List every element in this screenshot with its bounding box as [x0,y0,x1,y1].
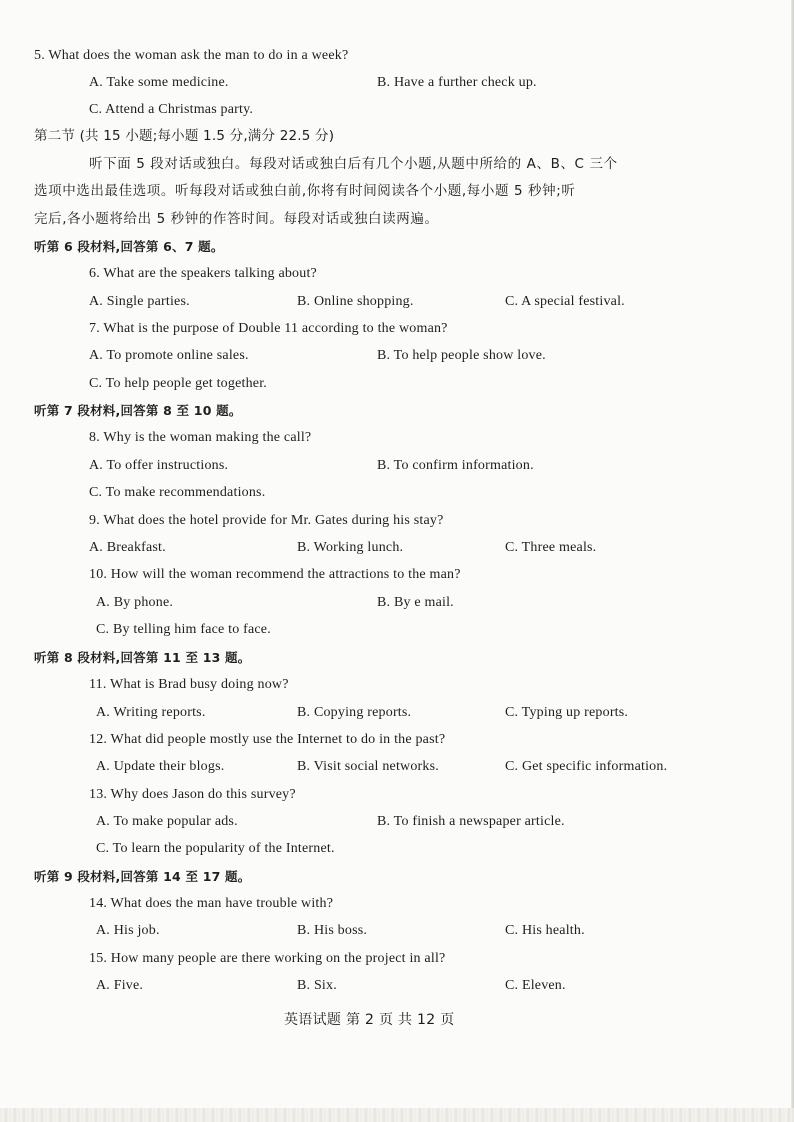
text-line: B. Visit social networks. [297,759,439,774]
text-line: 听第 7 段材料,回答第 8 至 10 题。 [34,403,242,418]
text-line: C. Attend a Christmas party. [89,102,254,117]
text-line: C. Typing up reports. [505,705,629,720]
text-line: B. His boss. [297,923,368,938]
text-line: 14. What does the man have trouble with? [89,896,334,911]
text-line: C. His health. [505,923,585,938]
text-line: C. To learn the popularity of the Internet. [96,841,335,856]
text-line: C. To make recommendations. [89,485,266,500]
text-line: 5. What does the woman ask the man to do in a week? [34,48,349,63]
text-line: 听第 8 段材料,回答第 11 至 13 题。 [34,650,251,665]
scan-edge-bottom [0,1108,794,1122]
text-line: A. To promote online sales. [89,348,249,363]
text-line: 选项中选出最佳选项。听每段对话或独白前,你将有时间阅读各个小题,每小题 5 秒钟;听 [34,183,576,199]
text-line: B. Have a further check up. [377,75,537,90]
text-line: B. Copying reports. [297,705,412,720]
text-line: C. A special festival. [505,294,625,309]
text-line: 8. Why is the woman making the call? [89,430,312,445]
text-line: B. By e mail. [377,595,454,610]
text-line: 第二节 (共 15 小题;每小题 1.5 分,满分 22.5 分) [34,128,335,144]
text-line: A. Breakfast. [89,540,166,555]
text-line: C. Eleven. [505,978,566,993]
text-line: A. Take some medicine. [89,75,229,90]
text-line: 15. How many people are there working on the project in all? [89,951,446,966]
text-line: C. By telling him face to face. [96,622,271,637]
text-line: B. Working lunch. [297,540,404,555]
text-line: 9. What does the hotel provide for Mr. Gates during his stay? [89,513,444,528]
text-line: 10. How will the woman recommend the attractions to the man? [89,567,461,582]
text-line: A. Writing reports. [96,705,206,720]
text-line: B. To help people show love. [377,348,546,363]
text-line: 12. What did people mostly use the Internet to do in the past? [89,732,446,747]
text-line: C. Three meals. [505,540,597,555]
text-line: A. His job. [96,923,160,938]
text-line: 6. What are the speakers talking about? [89,266,317,281]
text-line: B. To finish a newspaper article. [377,814,565,829]
text-line: B. To confirm information. [377,458,534,473]
text-line: 听第 6 段材料,回答第 6、7 题。 [34,239,224,254]
text-line: 11. What is Brad busy doing now? [89,677,289,692]
text-line: A. To offer instructions. [89,458,229,473]
text-line: A. By phone. [96,595,174,610]
text-line: A. Update their blogs. [96,759,225,774]
text-line: 13. Why does Jason do this survey? [89,787,296,802]
text-line: A. To make popular ads. [96,814,238,829]
text-line: A. Five. [96,978,144,993]
text-line: 听第 9 段材料,回答第 14 至 17 题。 [34,869,251,884]
text-line: 完后,各小题将给出 5 秒钟的作答时间。每段对话或独白读两遍。 [34,211,439,227]
text-line: B. Six. [297,978,337,993]
text-line: C. To help people get together. [89,376,267,391]
text-line: C. Get specific information. [505,759,668,774]
text-line: 7. What is the purpose of Double 11 according to the woman? [89,321,448,336]
text-line: A. Single parties. [89,294,190,309]
text-line: B. Online shopping. [297,294,414,309]
text-line: 英语试题 第 2 页 共 12 页 [284,1012,455,1028]
text-line: 听下面 5 段对话或独白。每段对话或独白后有几个小题,从题中所给的 A、B、C 三个 [89,156,618,172]
